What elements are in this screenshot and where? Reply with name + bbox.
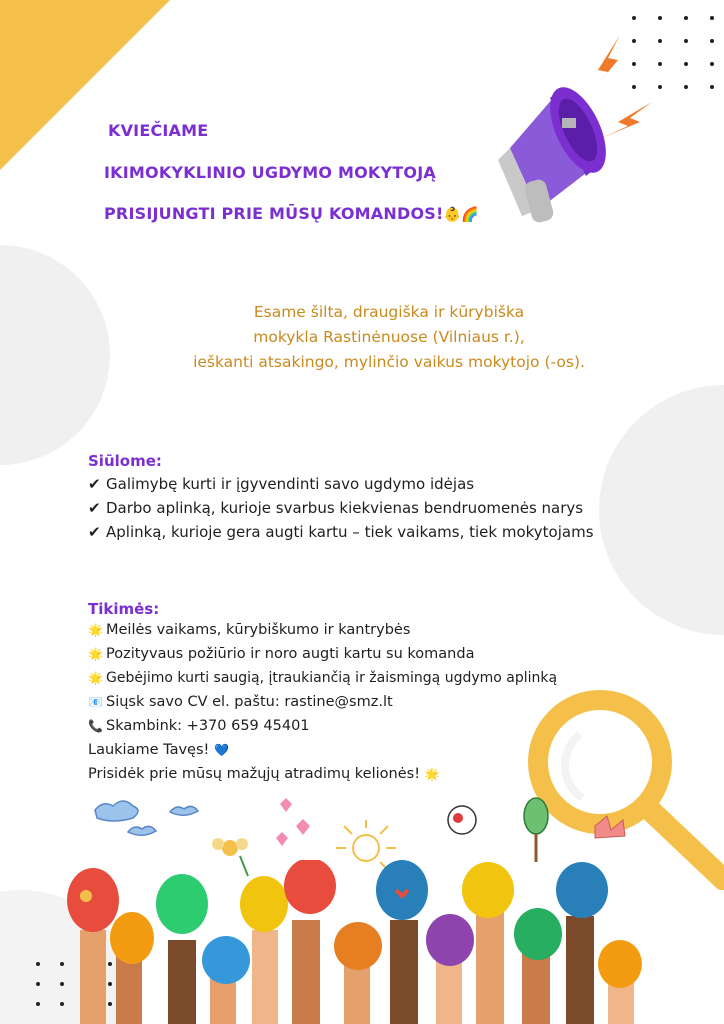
email-line xyxy=(88,690,557,714)
arm-4 xyxy=(202,936,250,1024)
intro-paragraph xyxy=(0,300,724,375)
blue-heart-icon: 💙 xyxy=(213,743,229,757)
star-icon: 🌟 xyxy=(88,647,103,661)
star-icon: 🌟 xyxy=(424,767,440,781)
phone-line xyxy=(88,714,557,738)
wait-line: Laukiame Tavęs! 💙 xyxy=(88,742,229,758)
star-icon: 🌟 xyxy=(88,623,103,637)
email-text[interactable]: Siųsk savo CV el. paštu: rastine@smz.lt xyxy=(106,694,393,710)
expect-item: 🌟 Meilės vaikams, kūrybiškumo ir kantrybės xyxy=(88,618,557,642)
intro-line-2: mokykla Rastinėnuose (Vilniaus r.), xyxy=(253,328,525,346)
phone-text[interactable]: Skambink: +370 659 45401 xyxy=(106,718,310,734)
phone-icon: 📞 xyxy=(88,719,103,733)
arm-6 xyxy=(284,860,336,1024)
check-icon: ✔ xyxy=(88,499,101,517)
check-icon: ✔ xyxy=(88,475,101,493)
offer-item: ✔ Aplinką, kurioje gera augti kartu – tiek vaikams, tiek mokytojams xyxy=(88,520,594,544)
expect-title: Tikimės: xyxy=(88,600,160,618)
expect-list xyxy=(88,618,557,786)
baby-rainbow-emoji: 👶🌈 xyxy=(443,207,479,223)
arm-9 xyxy=(426,914,474,1024)
arm-13 xyxy=(598,940,642,1024)
intro-line-3: ieškanti atsakingo, mylinčio vaikus mokytojo (-os). xyxy=(193,353,585,371)
headline-line-1: KVIEČIAME xyxy=(108,121,209,140)
arm-2 xyxy=(110,912,154,1024)
arm-12 xyxy=(556,862,608,1024)
headline-line-3 xyxy=(104,204,479,223)
offer-item: ✔ Galimybę kurti ir įgyvendinti savo ugdymo idėjas xyxy=(88,472,594,496)
check-icon: ✔ xyxy=(88,523,101,541)
megaphone-icon xyxy=(490,30,670,230)
expect-item: 🌟 Pozityvaus požiūrio ir noro augti kartu su komanda xyxy=(88,642,557,666)
offer-title: Siūlome: xyxy=(88,452,162,470)
intro-line-1: Esame šilta, draugiška ir kūrybiška xyxy=(253,303,525,321)
join-line: Prisidėk prie mūsų mažųjų atradimų kelionės! 🌟 xyxy=(88,766,440,782)
headline-line-2: IKIMOKYKLINIO UGDYMO MOKYTOJĄ xyxy=(104,163,436,182)
offer-item: ✔ Darbo aplinką, kurioje svarbus kiekvienas bendruomenės narys xyxy=(88,496,594,520)
headline-line-3-text: PRISIJUNGTI PRIE MŪSŲ KOMANDOS! xyxy=(104,204,444,223)
email-icon: 📧 xyxy=(88,695,103,709)
top-left-triangle xyxy=(0,0,170,170)
arm-3 xyxy=(156,874,208,1024)
star-icon: 🌟 xyxy=(88,671,103,685)
colorful-hands-illustration xyxy=(60,860,660,1024)
arm-7 xyxy=(334,922,382,1024)
arm-11 xyxy=(514,908,562,1024)
arm-8 xyxy=(376,860,428,1024)
offer-list xyxy=(88,472,594,544)
right-gray-circle xyxy=(599,385,724,635)
expect-item: 🌟 Gebėjimo kurti saugią, įtraukiančią ir žaismingą ugdymo aplinką xyxy=(88,666,557,690)
